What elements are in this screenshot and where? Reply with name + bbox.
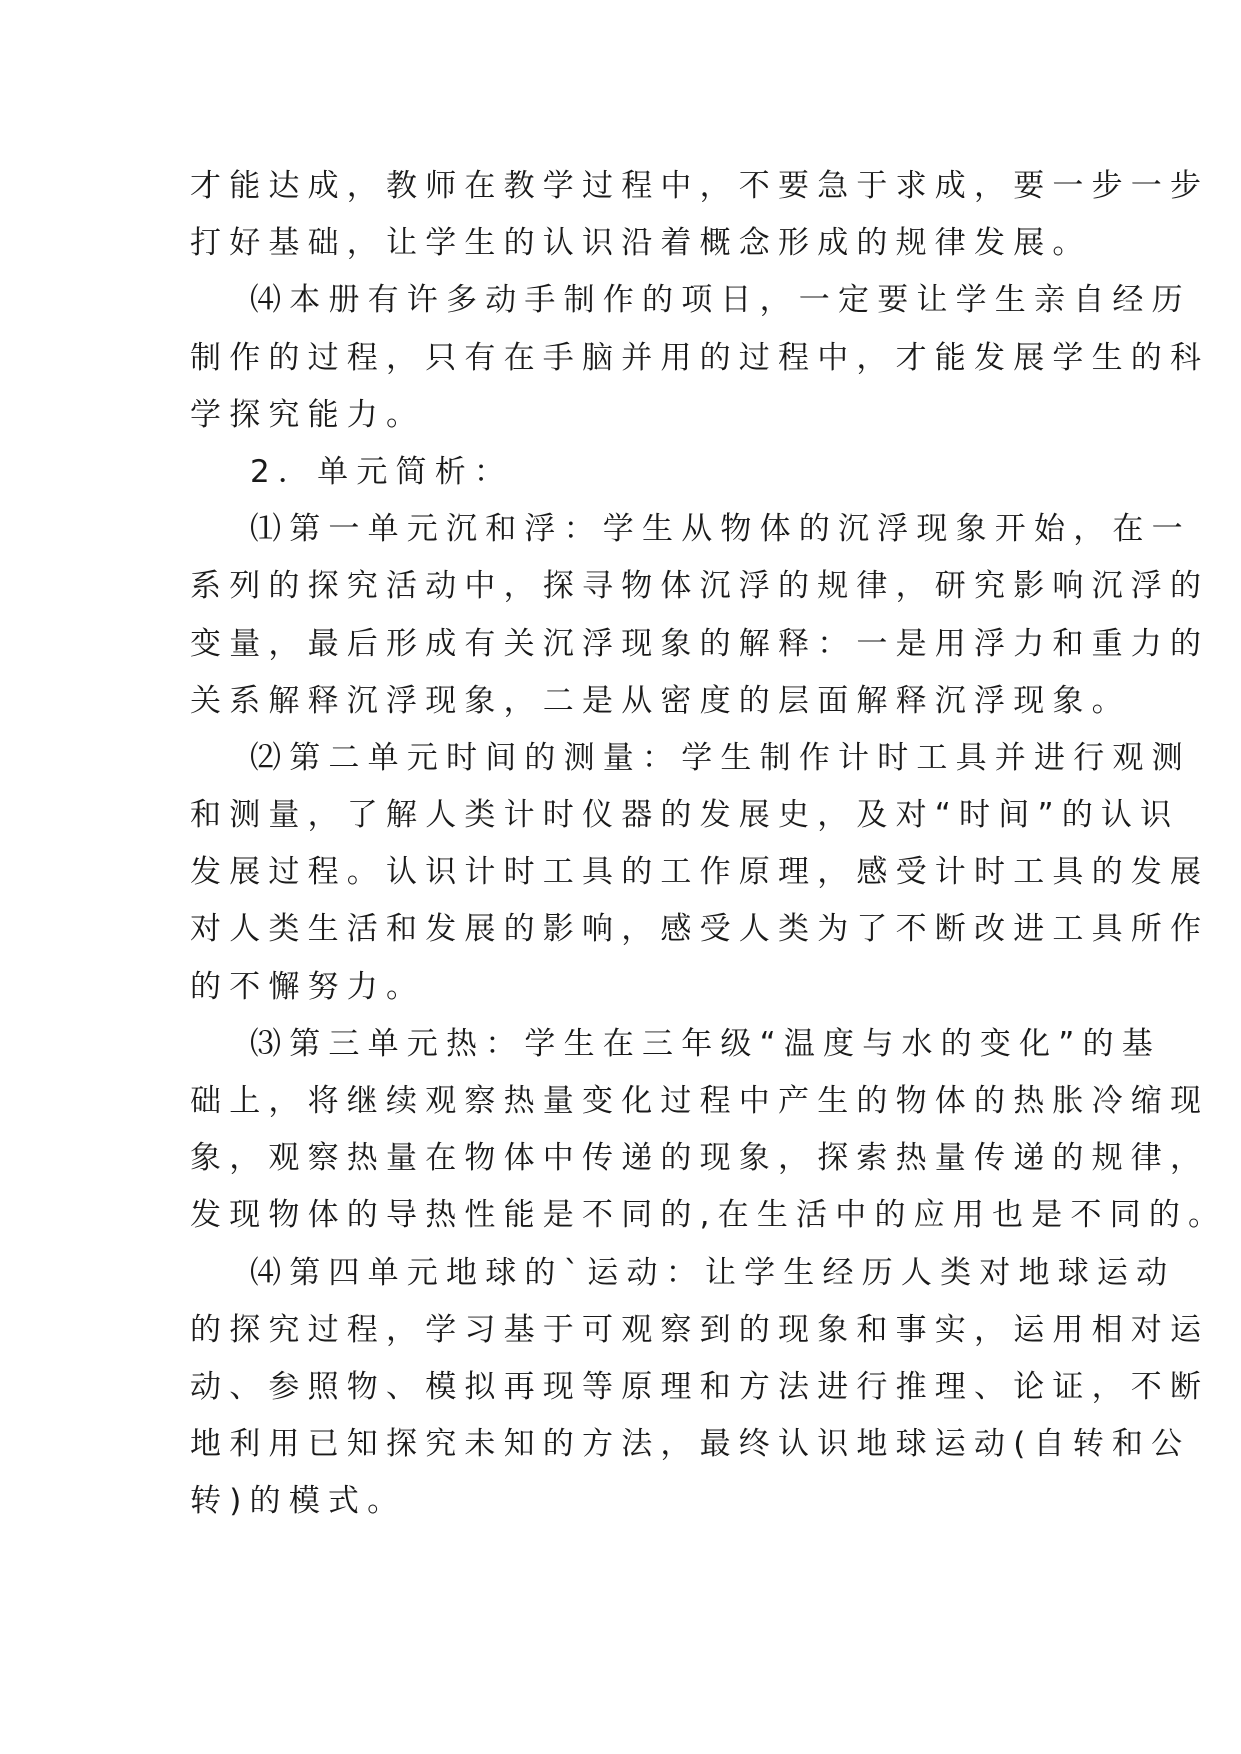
text-line: 地利用已知探究未知的方法，最终认识地球运动(自转和公 bbox=[190, 1426, 1191, 1463]
text-line: 打好基础，让学生的认识沿着概念形成的规律发展。 bbox=[190, 225, 1092, 262]
text-line: 关系解释沉浮现象，二是从密度的层面解释沉浮现象。 bbox=[190, 682, 1131, 719]
text-line: 和测量，了解人类计时仪器的发展史，及对“时间”的认识 bbox=[190, 797, 1180, 834]
text-line: ⑷本册有许多动手制作的项日，一定要让学生亲自经历 bbox=[250, 282, 1191, 319]
text-line: ⑶第三单元热：学生在三年级“温度与水的变化”的基 bbox=[250, 1025, 1161, 1062]
text-line: 发现物体的导热性能是不同的,在生活中的应用也是不同的。 bbox=[190, 1197, 1228, 1234]
text-line: 转)的模式。 bbox=[190, 1483, 407, 1520]
body-text bbox=[190, 158, 1228, 1531]
text-line: 系列的探究活动中，探寻物体沉浮的规律，研究影响沉浮的 bbox=[190, 568, 1210, 605]
text-line: 的不懈努力。 bbox=[190, 968, 426, 1005]
text-line: 发展过程。认识计时工具的工作原理，感受计时工具的发展 bbox=[190, 854, 1210, 891]
text-line: 才能达成，教师在教学过程中，不要急于求成，要一步一步 bbox=[190, 168, 1210, 204]
text-line: ⑴第一单元沉和浮：学生从物体的沉浮现象开始，在一 bbox=[250, 511, 1191, 548]
text-line: 础上，将继续观察热量变化过程中产生的物体的热胀冷缩现 bbox=[190, 1083, 1210, 1119]
text-line: 制作的过程，只有在手脑并用的过程中，才能发展学生的科 bbox=[190, 339, 1210, 376]
text-line: ⑵第二单元时间的测量：学生制作计时工具并进行观测 bbox=[250, 739, 1191, 776]
text-line: 变量，最后形成有关沉浮现象的解释：一是用浮力和重力的 bbox=[190, 625, 1210, 662]
text-line: 学探究能力。 bbox=[190, 396, 426, 433]
text-line: 的探究过程，学习基于可观察到的现象和事实，运用相对运 bbox=[190, 1311, 1210, 1348]
section-heading: 2．单元简析： bbox=[250, 453, 514, 490]
text-line: 对人类生活和发展的影响，感受人类为了不断改进工具所作 bbox=[190, 911, 1210, 948]
text-line: ⑷第四单元地球的`运动：让学生经历人类对地球运动 bbox=[250, 1254, 1176, 1291]
text-line: 动、参照物、模拟再现等原理和方法进行推理、论证，不断 bbox=[190, 1368, 1210, 1405]
text-line: 象，观察热量在物体中传递的现象，探索热量传递的规律， bbox=[190, 1140, 1210, 1177]
